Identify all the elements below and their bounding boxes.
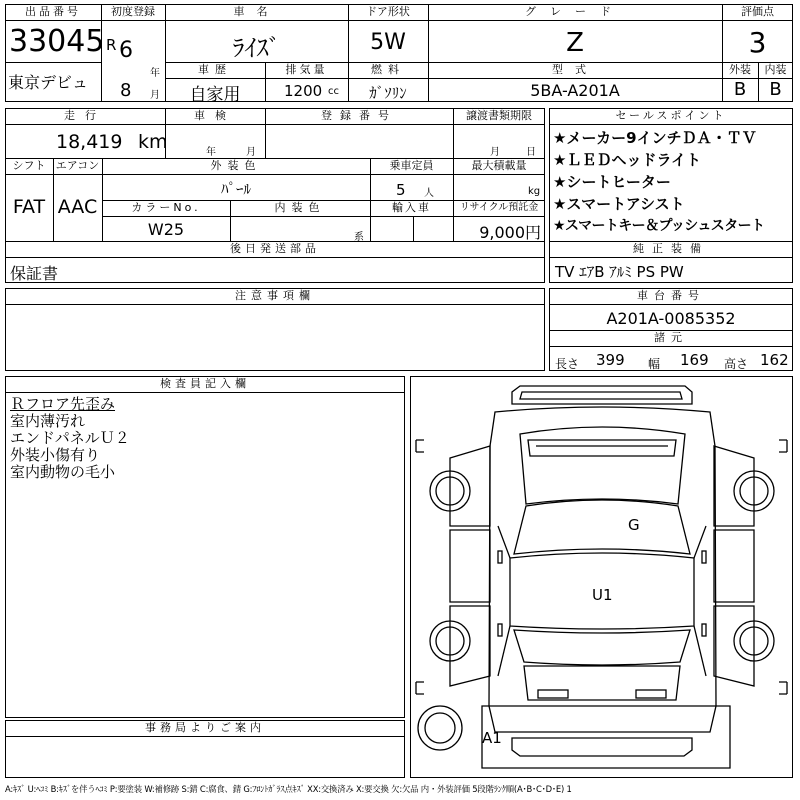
cautions-label: 注意事項欄 [235,289,315,302]
width: 169 [680,351,709,369]
mark-rear-floor: A1 [482,729,502,747]
mark-roof: U1 [592,586,613,604]
transfer-day-unit: 日 [526,147,536,158]
mileage-unit: km [138,131,168,153]
car-name: ﾗｲｽﾞ [232,34,281,62]
length: 399 [596,351,625,369]
legend: A:ｷｽﾞ U:ﾍｺﾐ B:ｷｽﾞを伴うﾍｺﾐ P:要塗装 W:補修跡 S:錆 C:腐食、錆 G:ﾌﾛﾝﾄｶﾞﾗｽ点ｷｽﾞ XX:交換済み X:要交換 欠:欠品 内・外装評価 5段階ﾗﾝｸ順(A･B･C･D･E) 1 [5,784,572,794]
transfer-deadline-label: 譲渡書類期限 [466,109,532,122]
lot-number: 33045 [9,24,105,59]
sales-point-item: ★シートヒーター [553,173,671,191]
aircon-label: エアコン [55,159,100,172]
door-type-label: ドア形状 [366,5,410,18]
first-registration-label: 初度登録 [111,5,155,18]
max-load-label: 最大積載量 [471,159,527,172]
interior-grade: B [769,79,782,100]
import-label: 輸入車 [392,201,431,214]
plate-number-label: 登録番号 [321,109,397,122]
displacement-unit: cc [328,86,339,97]
equipment: TV ｴｱB ｱﾙﾐ PS PW [555,263,684,281]
displacement: 1200 [284,82,323,100]
inspector-notes [10,396,130,481]
exterior-grade-label: 外装 [729,63,751,76]
registration-year: 6 [119,38,133,63]
mileage-label: 走行 [64,109,106,122]
sales-point-item: ★メーカー9インチＤＡ・ＴＶ [553,129,757,147]
inspector-note: 外装小傷有り [10,446,101,464]
lot-number-label: 出品番号 [25,5,81,18]
month-unit: 月 [150,90,160,101]
inspection-year-unit: 年 [206,147,216,158]
exterior-color-label: 外装色 [210,159,262,172]
history-label: 車歴 [198,63,232,76]
car-diagram [410,376,793,778]
venue-name: 東京デビュ [8,73,89,92]
interior-grade-label: 内装 [764,63,787,76]
recycle-fee: 9,000円 [479,223,541,242]
aircon: AAC [57,196,98,218]
inspector-label: 検査員記入欄 [160,377,250,390]
color-no-label: カラーNo. [131,201,201,214]
score: 3 [748,26,767,59]
displacement-label: 排気量 [285,63,328,76]
equipment-label: 純正装備 [633,242,709,255]
sales-points-list [553,127,793,237]
later-parts-label: 後日発送部品 [230,242,320,255]
office-label: 事務局よりご案内 [145,721,265,734]
shift-label: シフト [12,159,46,172]
width-label: 幅 [648,357,661,371]
inspector-note: Ｒフロア先歪み [10,395,116,413]
height: 162 [760,351,789,369]
exterior-color: ﾊﾟｰﾙ [220,180,251,198]
capacity-unit: 人 [424,188,434,199]
era-mark: R [106,36,117,54]
sales-point-item: ★ＬＥＤヘッドライト [553,151,701,169]
mark-hood: G [628,516,640,534]
inspection-label: 車検 [194,109,236,122]
sales-points-label: セールスポイント [615,109,727,122]
capacity: 5 [396,181,406,199]
inspector-note: エンドパネルＵ２ [10,429,130,447]
door-type: 5W [370,30,406,55]
model-code: 5BA-A201A [530,81,620,100]
exterior-grade: B [733,79,747,100]
recycle-fee-label: リサイクル預託金 [459,202,539,213]
transfer-month-unit: 月 [490,147,500,158]
inspector-note: 室内薄汚れ [10,412,86,430]
fuel: ｶﾞｿﾘﾝ [369,84,407,102]
year-unit: 年 [150,68,160,79]
chassis-label: 車台番号 [637,289,705,302]
inspection-month-unit: 月 [246,147,256,158]
color-no: W25 [147,220,185,239]
grade-label: グレード [525,5,625,18]
sales-point-item: ★スマートアシスト [553,195,685,213]
max-load-unit: kg [528,186,541,197]
length-label: 長さ [555,357,580,371]
shift: FAT [12,196,46,218]
height-label: 高さ [724,357,749,371]
inspector-note: 室内動物の毛小 [10,463,116,481]
history: 自家用 [189,85,241,105]
score-label: 評価点 [741,5,774,18]
mileage: 18,419 [56,131,123,153]
interior-color-unit: 系 [354,232,364,243]
capacity-label: 乗車定員 [389,159,434,172]
sales-point-item: ★スマートキー＆プッシュスタート [553,218,765,234]
dimensions-label: 諸元 [654,331,688,344]
car-name-label: 車名 [233,5,280,18]
registration-month: 8 [120,80,132,101]
fuel-label: 燃料 [371,63,405,76]
model-code-label: 型式 [552,63,598,76]
later-parts-item: 保証書 [10,264,59,283]
interior-color-label: 内装色 [274,201,326,214]
grade: Z [566,28,584,58]
chassis-number: A201A-0085352 [606,309,736,328]
